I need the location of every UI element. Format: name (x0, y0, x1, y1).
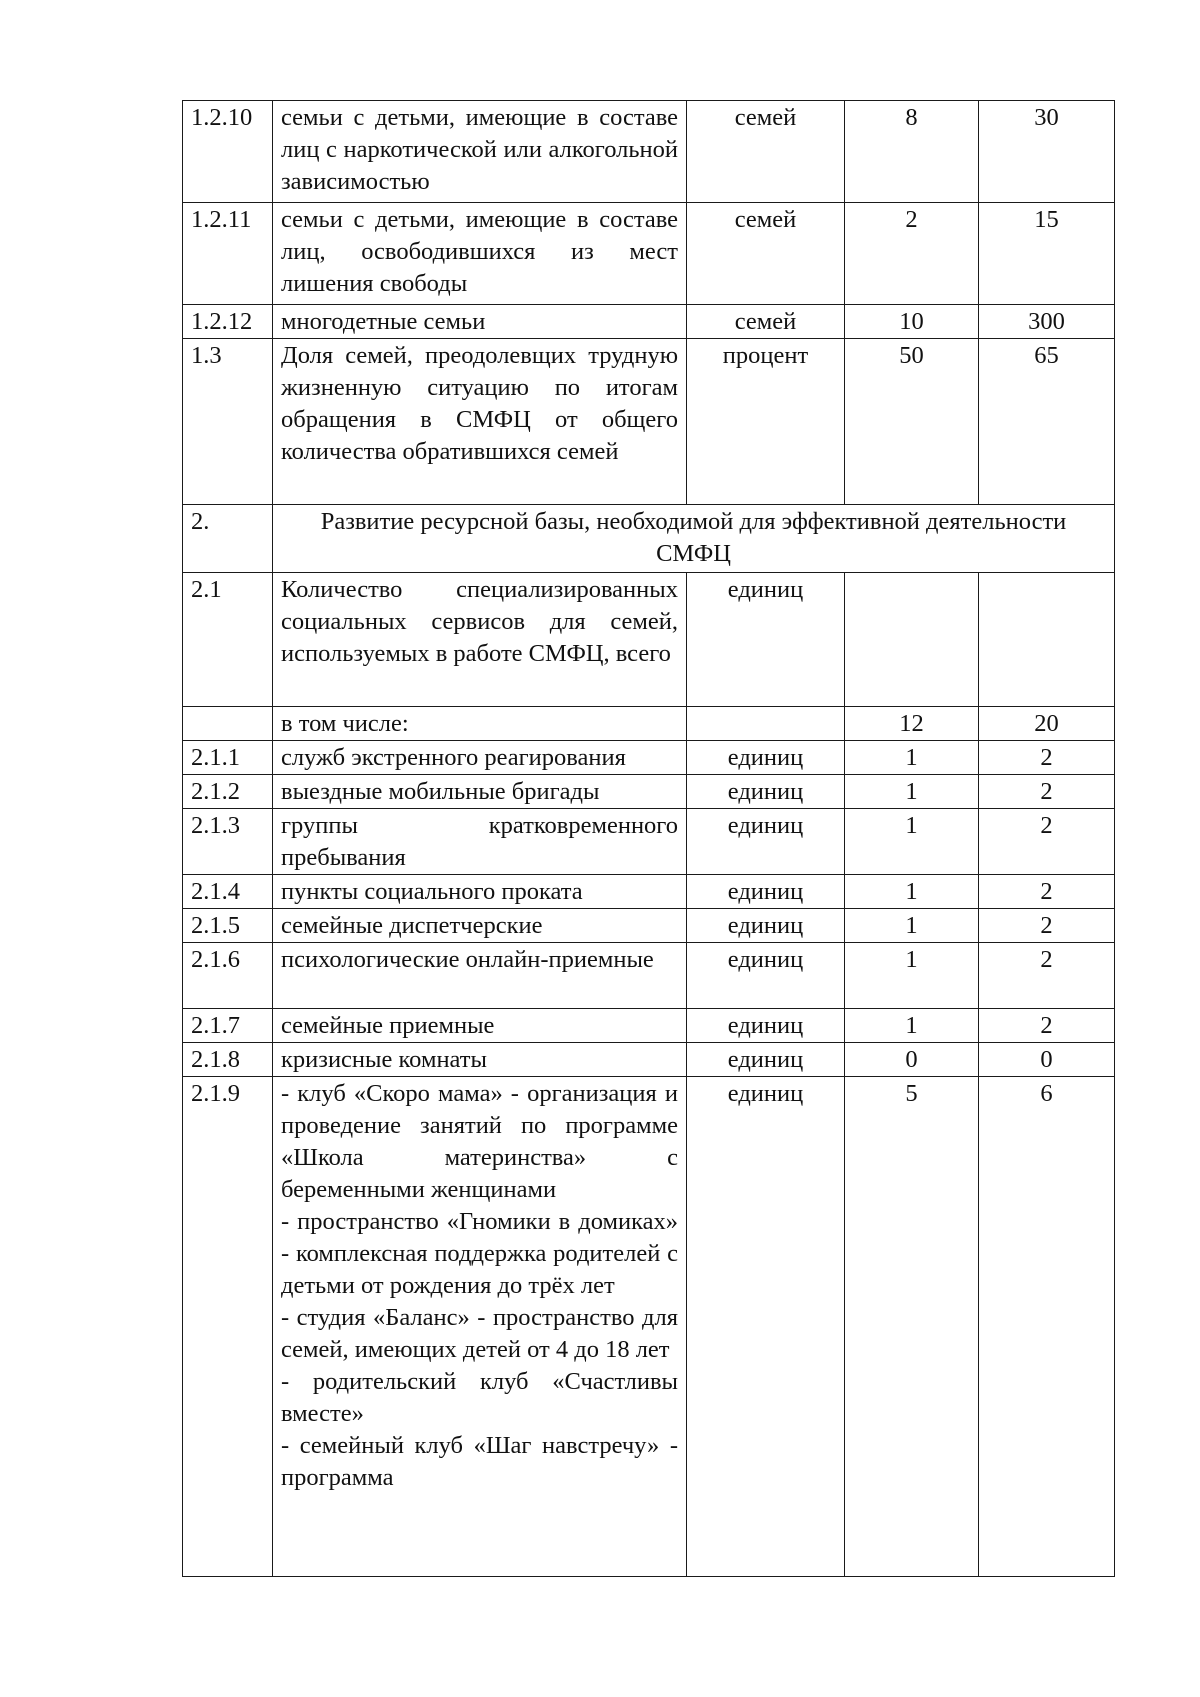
row-number: 2.1.3 (183, 809, 273, 875)
table-row (183, 1009, 1115, 1043)
row-value-2: 300 (979, 305, 1115, 339)
row-unit: единиц (687, 943, 845, 1009)
row-value-2: 2 (979, 741, 1115, 775)
row-description: психологические онлайн-приемные (273, 943, 687, 1009)
row-description: семейные диспетчерские (273, 909, 687, 943)
service-item: - пространство «Гномики в домиках» - комплексная поддержка родителей с детьми от рождения до трёх лет (281, 1208, 678, 1299)
row-description: Количество специализированных социальных сервисов для семей, используемых в работе СМФЦ, всего (273, 573, 687, 707)
row-description: семьи с детьми, имеющие в составе лиц с наркотической или алкогольной зависимостью (273, 101, 687, 203)
row-number: 2.1.6 (183, 943, 273, 1009)
row-value-2: 65 (979, 339, 1115, 505)
row-number: 2.1.4 (183, 875, 273, 909)
row-unit: единиц (687, 573, 845, 707)
table-row (183, 875, 1115, 909)
row-number: 2.1.5 (183, 909, 273, 943)
row-value-2: 6 (979, 1077, 1115, 1577)
table-row (183, 909, 1115, 943)
row-value-2: 2 (979, 809, 1115, 875)
row-value-2: 20 (979, 707, 1115, 741)
row-value-1: 12 (845, 707, 979, 741)
row-value-2: 0 (979, 1043, 1115, 1077)
table-row (183, 305, 1115, 339)
row-number: 1.3 (183, 339, 273, 505)
row-number: 2.1.7 (183, 1009, 273, 1043)
row-description-list (273, 1077, 687, 1577)
row-description: семьи с детьми, имеющие в составе лиц, освободившихся из мест лишения свободы (273, 203, 687, 305)
row-value-1: 8 (845, 101, 979, 203)
row-value-1: 1 (845, 741, 979, 775)
row-value-1: 1 (845, 1009, 979, 1043)
row-unit: единиц (687, 875, 845, 909)
table-row (183, 741, 1115, 775)
table-row (183, 1077, 1115, 1577)
row-value-2: 2 (979, 875, 1115, 909)
row-unit: процент (687, 339, 845, 505)
table-row (183, 203, 1115, 305)
row-unit: семей (687, 203, 845, 305)
row-value-2: 30 (979, 101, 1115, 203)
table-row (183, 707, 1115, 741)
table-row (183, 809, 1115, 875)
table-row (183, 339, 1115, 505)
row-number: 2.1.2 (183, 775, 273, 809)
row-number: 2.1.1 (183, 741, 273, 775)
service-item: - студия «Баланс» - пространство для семей, имеющих детей от 4 до 18 лет (281, 1304, 678, 1363)
row-value-1: 2 (845, 203, 979, 305)
row-number: 2.1.9 (183, 1077, 273, 1577)
row-value-2: 2 (979, 909, 1115, 943)
row-unit: единиц (687, 741, 845, 775)
row-number: 2.1.8 (183, 1043, 273, 1077)
row-value-2: 15 (979, 203, 1115, 305)
indicators-table (182, 100, 1115, 1577)
row-description: в том числе: (273, 707, 687, 741)
row-value-1: 1 (845, 875, 979, 909)
row-unit: единиц (687, 809, 845, 875)
row-unit (687, 707, 845, 741)
row-value-2: 2 (979, 1009, 1115, 1043)
row-value-1: 1 (845, 809, 979, 875)
table-row (183, 943, 1115, 1009)
row-number: 1.2.12 (183, 305, 273, 339)
row-number: 1.2.10 (183, 101, 273, 203)
row-description: группы кратковременного пребывания (273, 809, 687, 875)
row-number (183, 707, 273, 741)
row-value-1: 5 (845, 1077, 979, 1577)
table-row (183, 573, 1115, 707)
row-description: выездные мобильные бригады (273, 775, 687, 809)
row-unit: семей (687, 305, 845, 339)
row-value-1: 1 (845, 943, 979, 1009)
table-row (183, 775, 1115, 809)
service-item: - родительский клуб «Счастливы вместе» (281, 1368, 678, 1427)
row-description: служб экстренного реагирования (273, 741, 687, 775)
section-row (183, 505, 1115, 573)
row-description: семейные приемные (273, 1009, 687, 1043)
row-value-2: 2 (979, 943, 1115, 1009)
row-value-1: 50 (845, 339, 979, 505)
row-value-1: 1 (845, 775, 979, 809)
row-unit: единиц (687, 1077, 845, 1577)
row-unit: единиц (687, 909, 845, 943)
table-row (183, 101, 1115, 203)
row-value-1: 0 (845, 1043, 979, 1077)
section-title: Развитие ресурсной базы, необходимой для эффективной деятельности СМФЦ (273, 505, 1115, 573)
row-unit: единиц (687, 775, 845, 809)
row-value-2 (979, 573, 1115, 707)
row-number: 1.2.11 (183, 203, 273, 305)
row-unit: единиц (687, 1043, 845, 1077)
row-unit: семей (687, 101, 845, 203)
row-description: Доля семей, преодолевщих трудную жизненную ситуацию по итогам обращения в СМФЦ от общего количества обратившихся семей (273, 339, 687, 505)
row-value-1 (845, 573, 979, 707)
service-item: - семейный клуб «Шаг навстречу» - программа (281, 1432, 678, 1491)
row-description: пункты социального проката (273, 875, 687, 909)
row-value-1: 1 (845, 909, 979, 943)
row-description: кризисные комнаты (273, 1043, 687, 1077)
row-unit: единиц (687, 1009, 845, 1043)
row-description: многодетные семьи (273, 305, 687, 339)
row-value-2: 2 (979, 775, 1115, 809)
section-number: 2. (183, 505, 273, 573)
service-item: - клуб «Скоро мама» - организация и проведение занятий по программе «Школа материнства» с беременными женщинами (281, 1080, 678, 1203)
table-row (183, 1043, 1115, 1077)
row-number: 2.1 (183, 573, 273, 707)
row-value-1: 10 (845, 305, 979, 339)
